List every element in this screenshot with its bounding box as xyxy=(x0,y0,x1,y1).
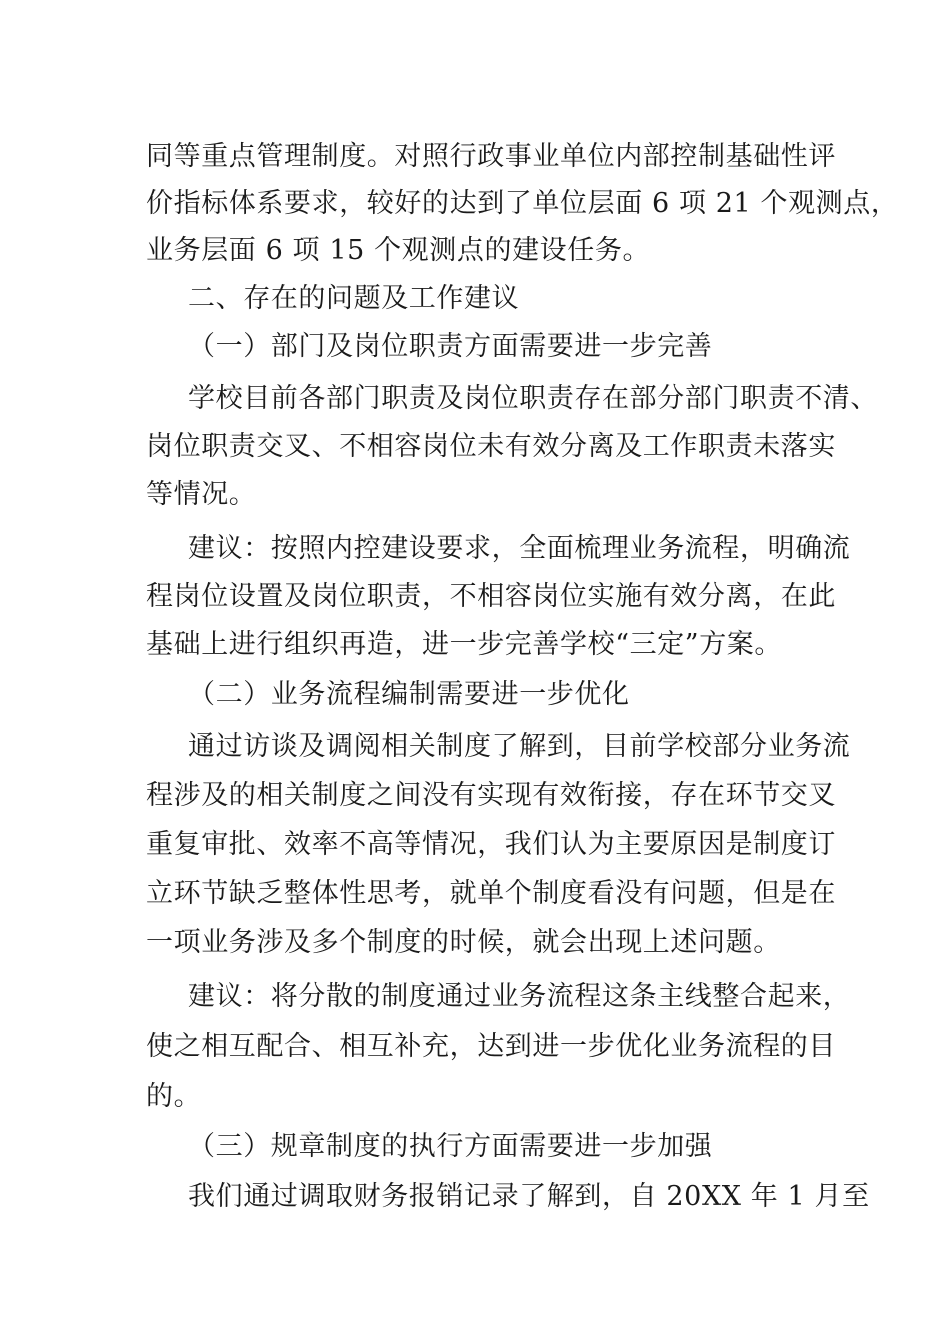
paragraph-line: 重复审批、效率不高等情况，我们认为主要原因是制度订 xyxy=(146,829,836,860)
paragraph-line: 建议：将分散的制度通过业务流程这条主线整合起来， xyxy=(188,981,851,1012)
paragraph-line: 使之相互配合、相互补充，达到进一步优化业务流程的目 xyxy=(146,1031,836,1062)
paragraph-line: 业务层面 6 项 15 个观测点的建设任务。 xyxy=(146,235,651,266)
paragraph-line: 一项业务涉及多个制度的时候，就会出现上述问题。 xyxy=(146,927,781,958)
paragraph-line: 岗位职责交叉、不相容岗位未有效分离及工作职责未落实 xyxy=(146,431,836,462)
paragraph-line: 程岗位设置及岗位职责，不相容岗位实施有效分离，在此 xyxy=(146,581,836,612)
paragraph-line: 的。 xyxy=(146,1081,202,1112)
subsection-heading: （二）业务流程编制需要进一步优化 xyxy=(188,679,630,710)
paragraph-line: 程涉及的相关制度之间没有实现有效衔接，存在环节交叉 xyxy=(146,780,836,811)
paragraph-line: 学校目前各部门职责及岗位职责存在部分部门职责不清、 xyxy=(188,383,878,414)
paragraph-line: 通过访谈及调阅相关制度了解到，目前学校部分业务流 xyxy=(188,731,851,762)
section-heading: 二、存在的问题及工作建议 xyxy=(188,283,520,314)
subsection-heading: （三）规章制度的执行方面需要进一步加强 xyxy=(188,1131,713,1162)
subsection-heading: （一）部门及岗位职责方面需要进一步完善 xyxy=(188,331,713,362)
paragraph-line: 价指标体系要求，较好的达到了单位层面 6 项 21 个观测点， xyxy=(146,188,899,219)
paragraph-line: 立环节缺乏整体性思考，就单个制度看没有问题，但是在 xyxy=(146,878,836,909)
paragraph-line: 基础上进行组织再造，进一步完善学校“三定”方案。 xyxy=(146,629,783,660)
paragraph-line: 等情况。 xyxy=(146,479,257,510)
paragraph-line: 建议：按照内控建设要求，全面梳理业务流程，明确流 xyxy=(188,533,851,564)
paragraph-line: 我们通过调取财务报销记录了解到，自 20XX 年 1 月至 xyxy=(188,1181,870,1212)
paragraph-line: 同等重点管理制度。对照行政事业单位内部控制基础性评 xyxy=(146,141,836,172)
